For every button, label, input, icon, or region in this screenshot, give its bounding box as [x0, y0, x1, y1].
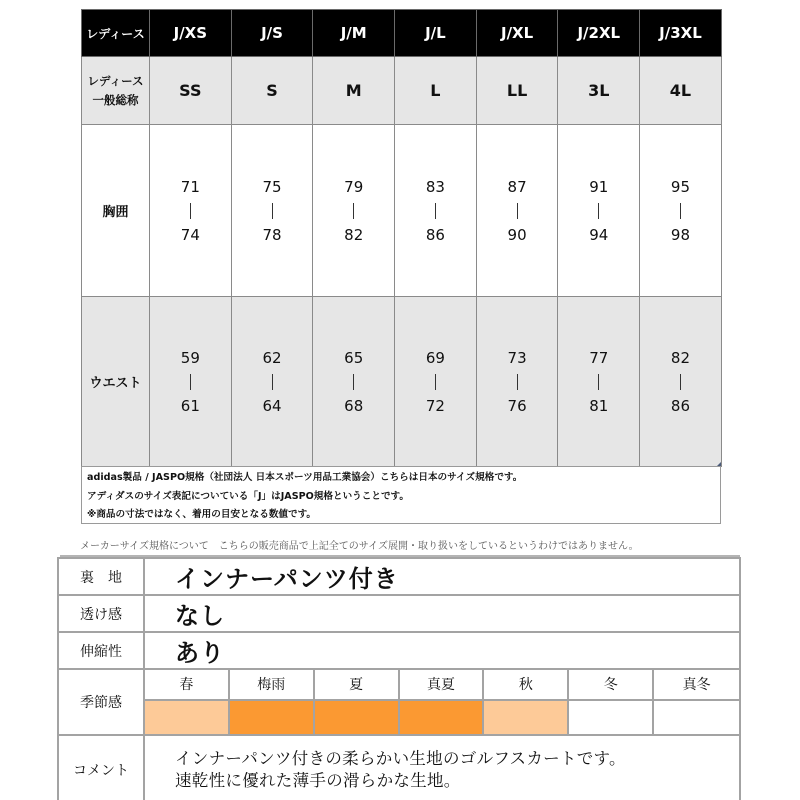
comment-line: 速乾性に優れた薄手の滑らかな生地。 — [175, 771, 461, 790]
general-size-cell: S — [231, 57, 313, 125]
general-size-cell: LL — [476, 57, 558, 125]
size-col-header: J/3XL — [640, 10, 722, 57]
range-min: 62 — [262, 348, 282, 367]
range-separator — [272, 374, 273, 390]
range-separator — [272, 203, 273, 219]
chest-cell — [476, 125, 558, 297]
range-max: 86 — [425, 225, 445, 244]
range-min: 73 — [507, 348, 527, 367]
range-min: 77 — [589, 348, 609, 367]
waist-row — [82, 297, 722, 467]
range-min: 87 — [507, 177, 527, 196]
size-col-header: J/L — [395, 10, 477, 57]
season-indicator-midsummer — [400, 701, 485, 734]
range-max: 86 — [670, 396, 691, 415]
season-indicator-spring — [145, 701, 230, 734]
season-name: 冬 — [569, 670, 654, 701]
range-min: 59 — [180, 348, 200, 367]
chest-cell — [558, 125, 640, 297]
lining-label: 裏 地 — [58, 558, 144, 595]
season-indicator-autumn — [484, 701, 569, 734]
product-attributes-table — [57, 557, 741, 800]
maker-size-note: メーカーサイズ規格について こちらの販売商品で上記全てのサイズ展開・取り扱いをしているというわけではありません。 — [80, 541, 639, 552]
range-max: 76 — [507, 396, 527, 415]
general-size-label — [82, 57, 150, 125]
range-min: 83 — [425, 177, 445, 196]
season-indicator-midwinter — [654, 701, 739, 734]
range-min: 69 — [425, 348, 445, 367]
season-name: 真冬 — [654, 670, 739, 701]
season-grid-cell — [144, 669, 740, 735]
season-label: 季節感 — [58, 669, 144, 735]
size-chart-table — [81, 9, 722, 467]
season-indicator-summer — [315, 701, 400, 734]
attr-row-comment — [58, 735, 740, 800]
attr-row-stretch — [58, 632, 740, 669]
size-col-header: J/S — [231, 10, 313, 57]
range-min: 75 — [262, 177, 282, 196]
range-max: 68 — [344, 396, 364, 415]
size-header-row — [82, 10, 722, 57]
header-label: レディース — [82, 10, 150, 57]
season-name: 梅雨 — [230, 670, 315, 701]
chest-cell — [640, 125, 722, 297]
range-max: 81 — [589, 396, 609, 415]
season-name: 夏 — [315, 670, 400, 701]
range-separator — [353, 203, 354, 219]
chest-cell — [231, 125, 313, 297]
attr-row-season — [58, 669, 740, 735]
note-line: adidas製品 / JASPO規格（社団法人 日本スポーツ用品工業協会）こちらは日本のサイズ規格です。 — [87, 472, 523, 483]
range-separator — [680, 374, 681, 390]
range-separator — [435, 374, 436, 390]
range-separator — [598, 203, 599, 219]
attr-row-sheerness — [58, 595, 740, 632]
season-name: 真夏 — [400, 670, 485, 701]
general-size-cell: M — [313, 57, 395, 125]
range-min: 79 — [344, 177, 364, 196]
range-max: 98 — [670, 225, 691, 244]
waist-cell — [231, 297, 313, 467]
range-separator — [517, 203, 518, 219]
chest-cell — [150, 125, 232, 297]
size-col-header: J/M — [313, 10, 395, 57]
attr-row-lining — [58, 558, 740, 595]
sheerness-value: なし — [144, 595, 740, 632]
note-line: ※商品の寸法ではなく、着用の目安となる数値です。 — [87, 509, 317, 520]
size-notes — [81, 466, 721, 524]
range-max: 64 — [262, 396, 282, 415]
general-label-line1: レディース — [87, 73, 144, 88]
range-max: 94 — [589, 225, 609, 244]
range-min: 82 — [670, 348, 691, 367]
range-min: 65 — [344, 348, 364, 367]
range-max: 72 — [425, 396, 445, 415]
comment-line: インナーパンツ付きの柔らかい生地のゴルフスカートです。 — [175, 749, 626, 768]
chest-cell — [395, 125, 477, 297]
range-max: 90 — [507, 225, 527, 244]
range-max: 74 — [180, 225, 200, 244]
waist-cell — [640, 297, 722, 467]
sheerness-label: 透け感 — [58, 595, 144, 632]
chest-cell — [313, 125, 395, 297]
waist-cell — [476, 297, 558, 467]
size-col-header: J/XS — [150, 10, 232, 57]
range-max: 82 — [344, 225, 364, 244]
stretch-label: 伸縮性 — [58, 632, 144, 669]
general-label-line2: 一般総称 — [92, 92, 139, 107]
general-size-cell: 3L — [558, 57, 640, 125]
season-grid — [145, 670, 739, 734]
season-indicator-winter — [569, 701, 654, 734]
chest-label: 胸囲 — [82, 125, 150, 297]
note-line: アディダスのサイズ表記についている「J」はJASPO規格ということです。 — [87, 490, 409, 502]
waist-cell — [313, 297, 395, 467]
general-size-row — [82, 57, 722, 125]
waist-cell — [558, 297, 640, 467]
general-size-cell: SS — [150, 57, 232, 125]
comment-value — [144, 735, 740, 800]
range-separator — [353, 374, 354, 390]
waist-cell — [395, 297, 477, 467]
range-separator — [435, 203, 436, 219]
range-max: 78 — [262, 225, 282, 244]
range-separator — [517, 374, 518, 390]
general-size-cell: 4L — [640, 57, 722, 125]
chest-row — [82, 125, 722, 297]
range-separator — [598, 374, 599, 390]
size-col-header: J/XL — [476, 10, 558, 57]
waist-label: ウエスト — [82, 297, 150, 467]
waist-cell — [150, 297, 232, 467]
range-min: 71 — [180, 177, 200, 196]
range-min: 95 — [670, 177, 691, 196]
comment-label: コメント — [58, 735, 144, 800]
range-separator — [680, 203, 681, 219]
lining-value: インナーパンツ付き — [144, 558, 740, 595]
stretch-value: あり — [144, 632, 740, 669]
range-min: 91 — [589, 177, 609, 196]
season-name: 秋 — [484, 670, 569, 701]
range-separator — [190, 203, 191, 219]
season-name: 春 — [145, 670, 230, 701]
range-max: 61 — [180, 396, 200, 415]
size-col-header: J/2XL — [558, 10, 640, 57]
general-size-cell: L — [395, 57, 477, 125]
range-separator — [190, 374, 191, 390]
season-indicator-rainy — [230, 701, 315, 734]
